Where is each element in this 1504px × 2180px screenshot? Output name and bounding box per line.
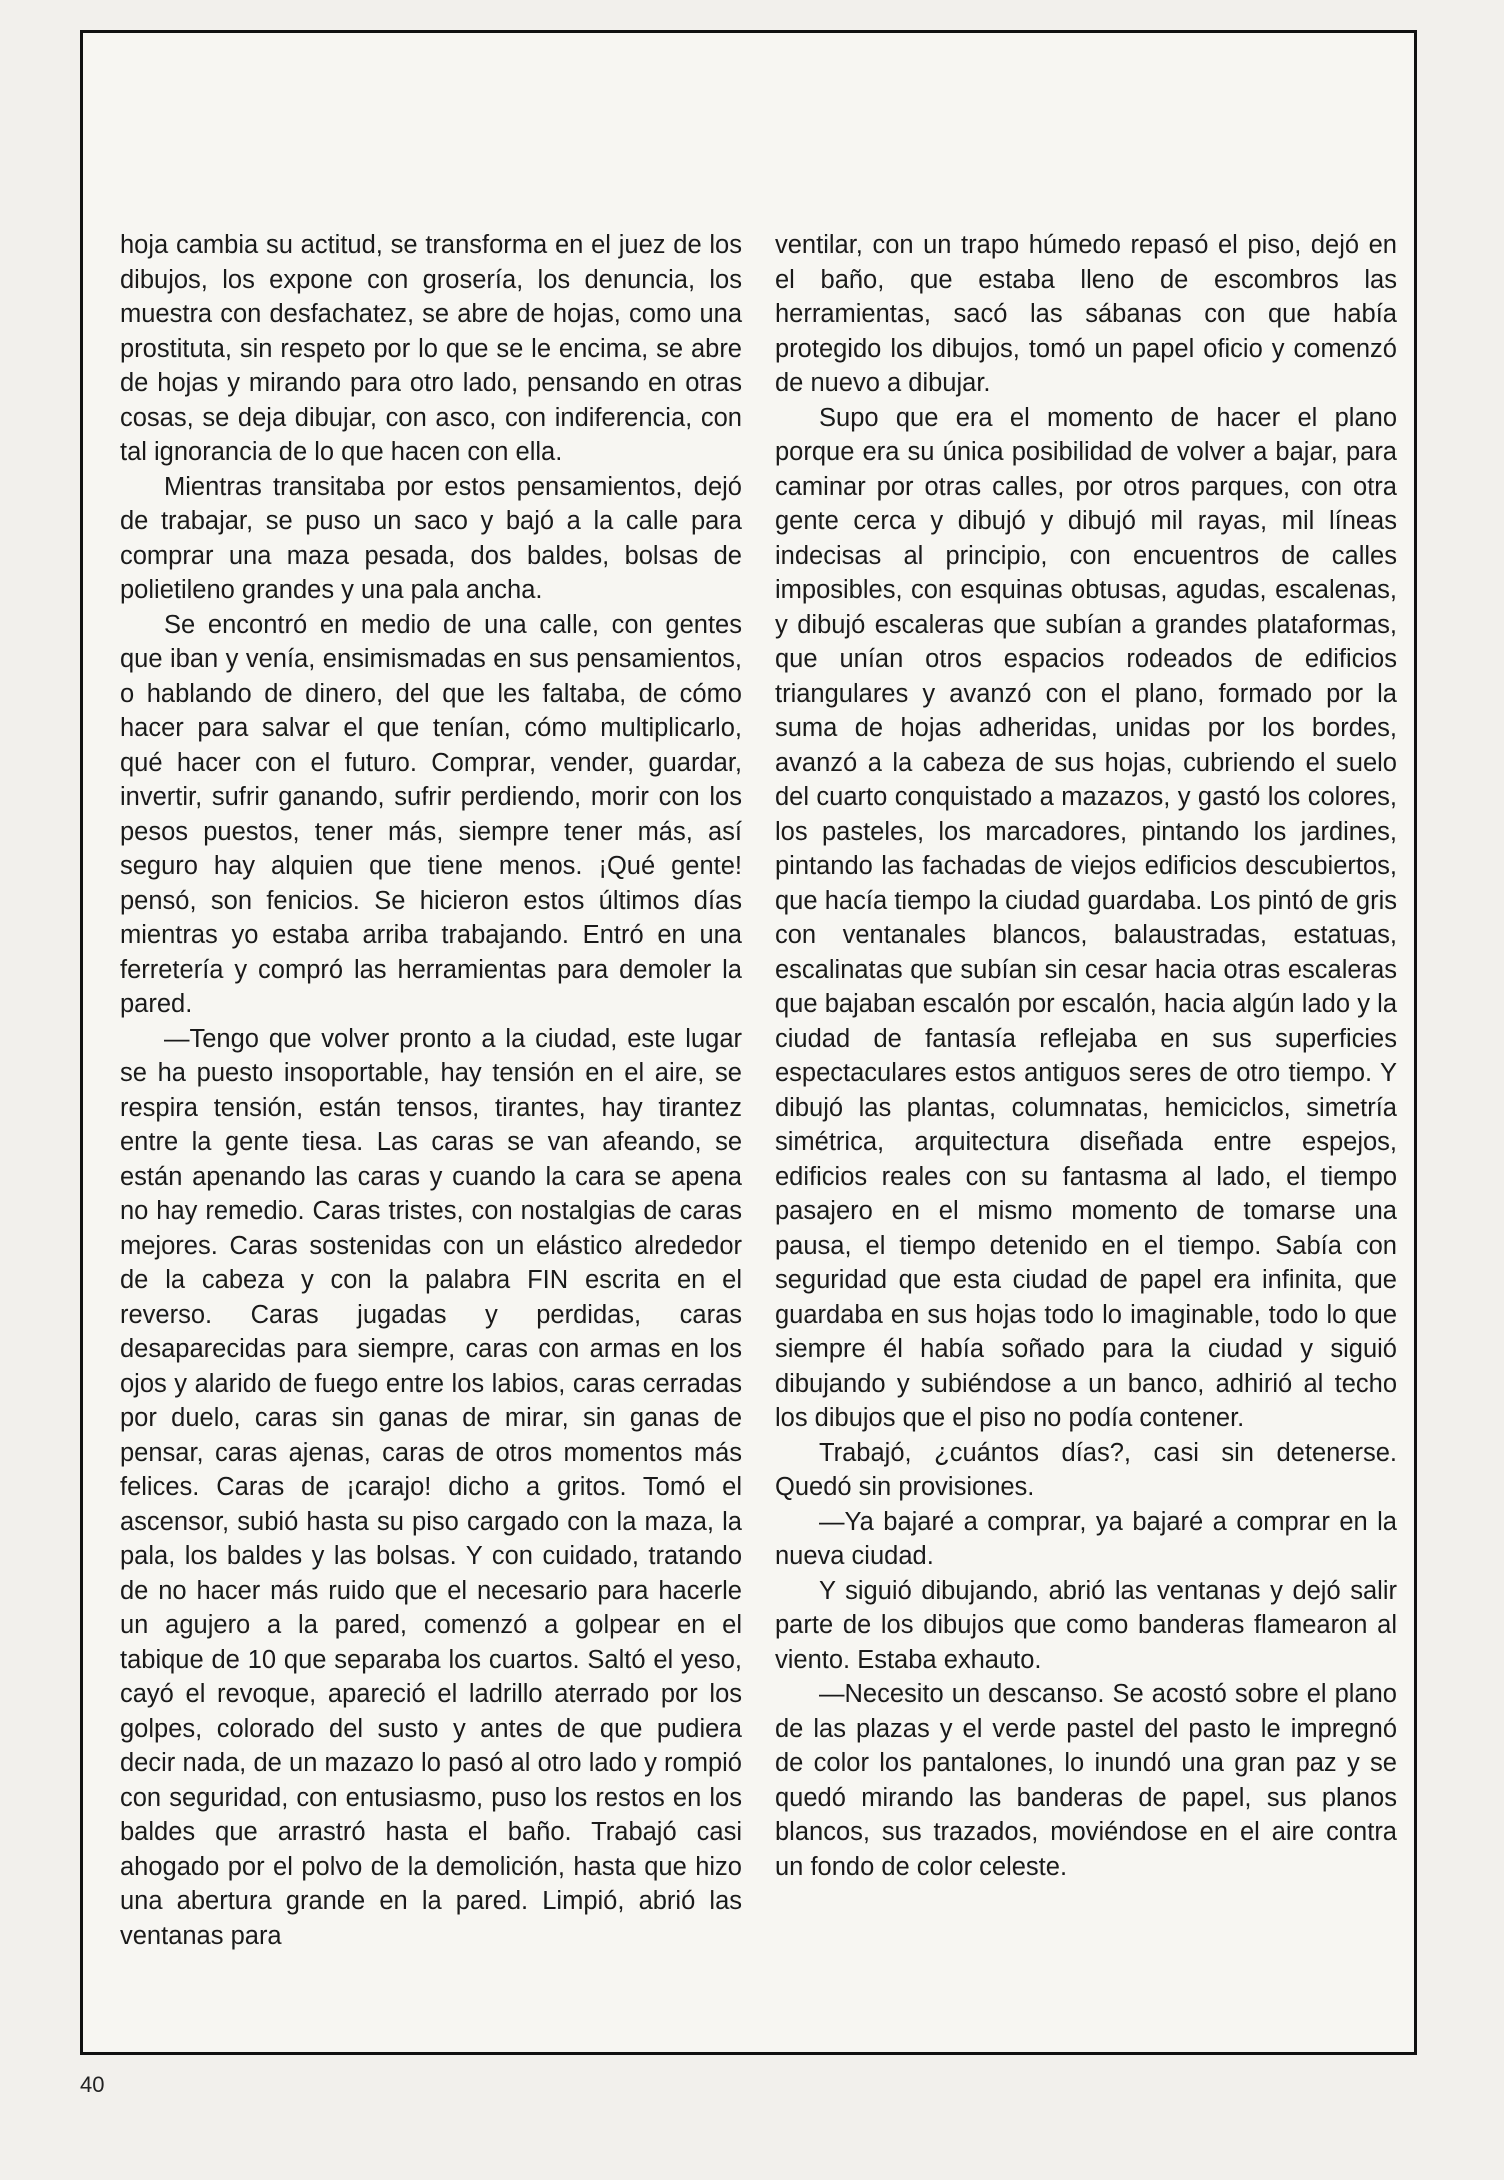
paragraph: Se encontró en medio de una calle, con gentes que iban y venía, ensimismadas en sus pensamientos, o hablando de dinero, del que les faltaba, de cómo hacer para salvar el que tenían, cómo multiplicarlo, qué hacer con el futuro. Comprar, vender, guardar, invertir, sufrir ganando, sufrir perdiendo, morir con los pesos puestos, tener más, siempre tener más, así seguro hay alquien que tiene menos. ¡Qué gente! pensó, son fenicios. Se hicieron estos últimos días mientras yo estaba arriba trabajando. Entró en una ferretería y compró las herramientas para demoler la pared. xyxy=(120,610,742,1018)
paragraph: —Necesito un descanso. Se acostó sobre el plano de las plazas y el verde pastel del pasto le impregnó de color los pantalones, lo inundó una gran paz y se quedó mirando las banderas de papel, sus planos blancos, sus trazados, moviéndose en el aire contra un fondo de color celeste. xyxy=(775,1680,1397,1881)
paragraph: Mientras transitaba por estos pensamientos, dejó de trabajar, se puso un saco y bajó a la calle para comprar una maza pesada, dos baldes, bolsas de polietileno grandes y una pala ancha. xyxy=(120,472,742,604)
paragraph: Trabajó, ¿cuántos días?, casi sin detenerse. Quedó sin provisiones. xyxy=(775,1438,1397,1501)
text-column-left xyxy=(120,228,742,1953)
page-number: 40 xyxy=(80,2072,105,2097)
paragraph: —Tengo que volver pronto a la ciudad, este lugar se ha puesto insoportable, hay tensión en el aire, se respira tensión, están tensos, tirantes, hay tirantez entre la gente tiesa. Las caras se van afeando, se están apenando las caras y cuando la cara se apena no hay remedio. Caras tristes, con nostalgias de caras mejores. Caras sostenidas con un elástico alrededor de la cabeza y con la palabra FIN escrita en el reverso. Caras jugadas y perdidas, caras desaparecidas para siempre, caras con armas en los ojos y alarido de fuego entre los labios, caras cerradas por duelo, caras sin ganas de mirar, sin ganas de pensar, caras ajenas, caras de otros momentos más felices. Caras de ¡carajo! dicho a gritos. Tomó el ascensor, subió hasta su piso cargado con la maza, la pala, los baldes y las bolsas. Y con cuidado, tratando de no hacer más ruido que el necesario para hacerle un agujero a la pared, comenzó a golpear en el tabique de 10 que separaba los cuartos. Saltó el yeso, cayó el revoque, apareció el ladrillo aterrado por los golpes, colorado del susto y antes de que pudiera decir nada, de un mazazo lo pasó al otro lado y rompió con seguridad, con entusiasmo, puso los restos en los baldes que arrastró hasta el baño. Trabajó casi ahogado por el polvo de la demolición, hasta que hizo una abertura grande en la pared. Limpió, abrió las ventanas para xyxy=(120,1024,742,1950)
paragraph: ventilar, con un trapo húmedo repasó el piso, dejó en el baño, que estaba lleno de escombros las herramientas, sacó las sábanas con que había protegido los dibujos, tomó un papel oficio y comenzó de nuevo a dibujar. xyxy=(775,231,1397,397)
paragraph: hoja cambia su actitud, se transforma en el juez de los dibujos, los expone con grosería, los denuncia, los muestra con desfachatez, se abre de hojas, como una prostituta, sin respeto por lo que se le encima, se abre de hojas y mirando para otro lado, pensando en otras cosas, se deja dibujar, con asco, con indiferencia, con tal ignorancia de lo que hacen con ella. xyxy=(120,231,742,466)
paragraph: Y siguió dibujando, abrió las ventanas y dejó salir parte de los dibujos que como banderas flamearon al viento. Estaba exhauto. xyxy=(775,1576,1397,1674)
text-column-right xyxy=(775,228,1397,1884)
paragraph: —Ya bajaré a comprar, ya bajaré a comprar en la nueva ciudad. xyxy=(775,1507,1397,1570)
paragraph: Supo que era el momento de hacer el plano porque era su única posibilidad de volver a bajar, para caminar por otras calles, por otros parques, con otra gente cerca y dibujó y dibujó mil rayas, mil líneas indecisas al principio, con encuentros de calles imposibles, con esquinas obtusas, agudas, escalenas, y dibujó escaleras que subían a grandes plataformas, que unían otros espacios rodeados de edificios triangulares y avanzó con el plano, formado por la suma de hojas adheridas, unidas por los bordes, avanzó a la cabeza de sus hojas, cubriendo el suelo del cuarto conquistado a mazazos, y gastó los colores, los pasteles, los marcadores, pintando los jardines, pintando las fachadas de viejos edificios descubiertos, que hacía tiempo la ciudad guardaba. Los pintó de gris con ventanales blancos, balaustradas, estatuas, escalinatas que subían sin cesar hacia otras escaleras que bajaban escalón por escalón, hacia algún lado y la ciudad de fantasía reflejaba en sus superficies espectaculares estos antiguos seres de otro tiempo. Y dibujó las plantas, columnatas, hemiciclos, simetría simétrica, arquitectura diseñada entre espejos, edificios reales con su fantasma al lado, el tiempo pasajero en el mismo momento de tomarse una pausa, el tiempo detenido en el tiempo. Sabía con seguridad que esta ciudad de papel era infinita, que guardaba en sus hojas todo lo imaginable, todo lo que siempre él había soñado para la ciudad y siguió dibujando y subiéndose a un banco, adhirió al techo los dibujos que el piso no podía contener. xyxy=(775,403,1397,1432)
